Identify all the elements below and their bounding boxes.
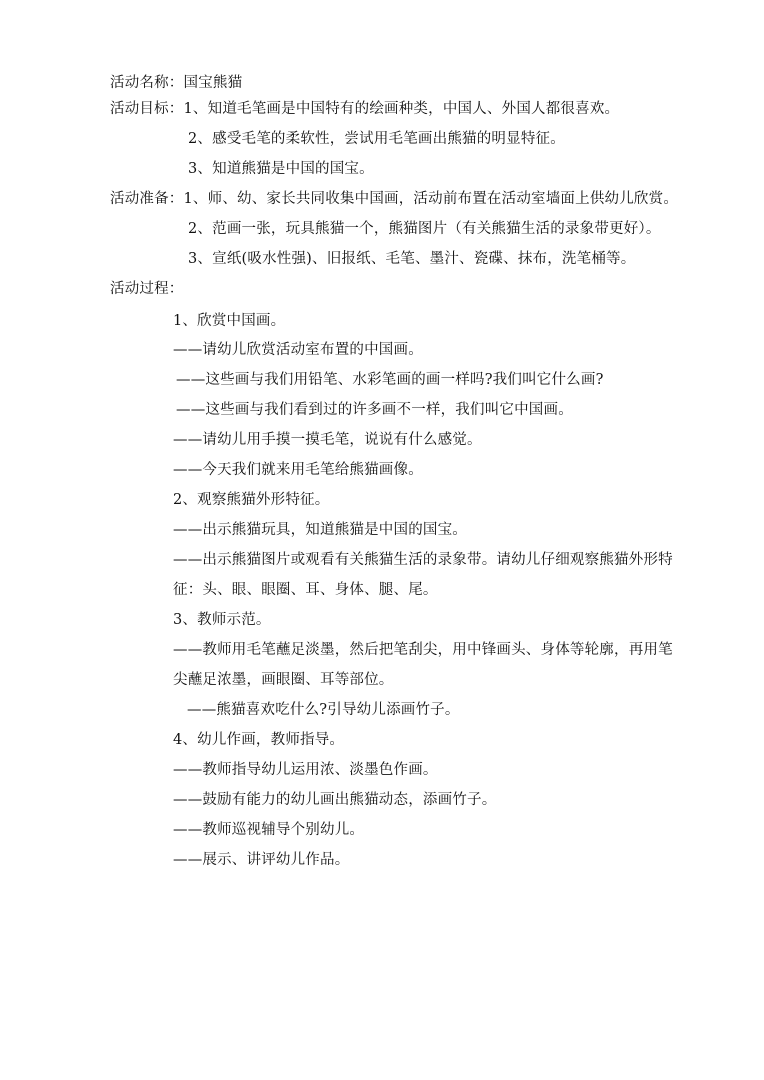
process-line: ——出示熊猫玩具，知道熊猫是中国的国宝。: [173, 522, 467, 538]
goal-item: 1、知道毛笔画是中国特有的绘画种类，中国人、外国人都很喜欢。: [183, 101, 620, 117]
process-line: ——教师指导幼儿运用浓、淡墨色作画。: [173, 762, 438, 778]
process-line: ——熊猫喜欢吃什么?引导幼儿添画竹子。: [187, 702, 460, 718]
activity-name: 国宝熊猫: [183, 75, 243, 91]
goal-item: 3、知道熊猫是中国的国宝。: [188, 161, 374, 177]
process-line: ——出示熊猫图片或观看有关熊猫生活的录象带。请幼儿仔细观察熊猫外形特: [173, 552, 673, 568]
process-line: ——展示、讲评幼儿作品。: [173, 852, 350, 868]
activity-name-line: [110, 73, 242, 93]
process-step-heading: 4、幼儿作画，教师指导。: [173, 732, 345, 748]
process-line: ——这些画与我们用铅笔、水彩笔画的画一样吗?我们叫它什么画?: [176, 372, 604, 388]
process-line: ——请幼儿欣赏活动室布置的中国画。: [173, 342, 423, 358]
prep-item: 2、范画一张，玩具熊猫一个，熊猫图片（有关熊猫生活的录象带更好）。: [188, 221, 661, 237]
process-line: ——教师巡视辅导个别幼儿。: [173, 822, 365, 838]
prep-item: 3、宣纸(吸水性强)、旧报纸、毛笔、墨汁、瓷碟、抹布，洗笔桶等。: [188, 251, 636, 267]
process-step-heading: 2、观察熊猫外形特征。: [173, 492, 330, 508]
process-line: ——这些画与我们看到过的许多画不一样，我们叫它中国画。: [176, 402, 573, 418]
process-line: ——请幼儿用手摸一摸毛笔，说说有什么感觉。: [173, 432, 482, 448]
process-label: 活动过程：: [110, 281, 184, 297]
process-step-heading: 1、欣赏中国画。: [173, 313, 286, 329]
goal-label: 活动目标：: [110, 101, 184, 117]
process-line: 尖蘸足浓墨，画眼圈、耳等部位。: [173, 672, 394, 688]
prep-item: 1、师、幼、家长共同收集中国画，活动前布置在活动室墙面上供幼儿欣赏。: [183, 191, 679, 207]
goal-item: 2、感受毛笔的柔软性，尝试用毛笔画出熊猫的明显特征。: [188, 131, 565, 147]
process-line: ——鼓励有能力的幼儿画出熊猫动态，添画竹子。: [173, 792, 497, 808]
process-step-heading: 3、教师示范。: [173, 612, 271, 628]
prep-label: 活动准备：: [110, 191, 184, 207]
activity-name-label: 活动名称：: [110, 75, 184, 91]
prep-line-1: [110, 189, 678, 209]
goal-line-1: [110, 99, 619, 119]
process-line: ——教师用毛笔蘸足淡墨，然后把笔刮尖，用中锋画头、身体等轮廓，再用笔: [173, 642, 673, 658]
process-line: 征：头、眼、眼圈、耳、身体、腿、尾。: [173, 582, 438, 598]
process-line: ——今天我们就来用毛笔给熊猫画像。: [173, 462, 423, 478]
